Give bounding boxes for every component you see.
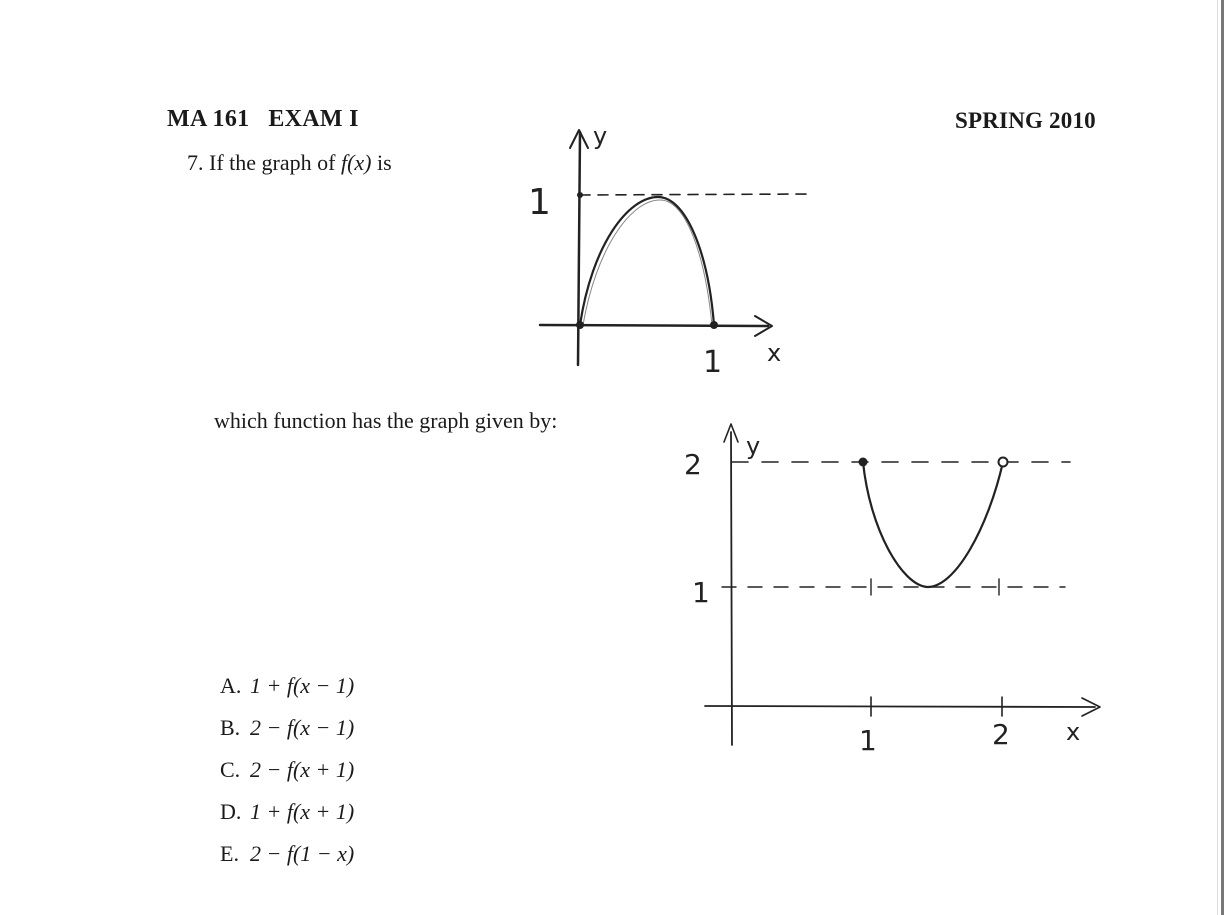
- question-function: f(x): [340, 150, 372, 175]
- graph-answer-tick-x-1: 1: [859, 724, 877, 757]
- graph-f-dashed-line: [580, 194, 810, 195]
- choice-expression: 2 − f(x + 1): [250, 757, 355, 782]
- choice-letter: D.: [220, 799, 242, 824]
- graph-f-y-label: y: [593, 122, 608, 150]
- choice-letter: B.: [220, 715, 241, 740]
- choice-expression: 2 − f(x − 1): [250, 715, 355, 740]
- graph-f-point-y1: [577, 192, 583, 198]
- graph-f-x-axis: [540, 325, 768, 326]
- choice-expression: 1 + f(x − 1): [250, 673, 355, 698]
- choice-expression: 2 − f(1 − x): [250, 841, 355, 866]
- graph-answer-y-axis: [731, 432, 732, 745]
- choice-b[interactable]: [220, 712, 354, 754]
- choice-a[interactable]: [220, 670, 354, 712]
- question-stem: [187, 150, 392, 176]
- graph-answer-tick-y-2: 2: [684, 448, 702, 481]
- graph-answer-curve: [863, 462, 1003, 587]
- graph-answer-tick-y-1: 1: [692, 576, 710, 609]
- choice-expression: 1 + f(x + 1): [250, 799, 355, 824]
- graph-answer-y-label: y: [746, 432, 761, 460]
- choice-letter: A.: [220, 673, 242, 698]
- choice-letter: E.: [220, 841, 239, 866]
- choice-c[interactable]: [220, 754, 354, 796]
- answer-choices: [220, 670, 354, 880]
- graph-answer-endpoint-left: [859, 458, 868, 467]
- course-title: MA 161 EXAM I: [167, 106, 359, 132]
- graph-f-y-axis: [578, 132, 580, 365]
- graph-f-tick-x: 1: [703, 345, 723, 380]
- graph-answer: [670, 410, 1110, 760]
- choice-d[interactable]: [220, 796, 354, 838]
- question-prompt: which function has the graph given by:: [214, 408, 558, 433]
- graph-answer-x-label: x: [1066, 718, 1081, 746]
- question-number: 7.: [187, 150, 204, 175]
- question-text: If the graph of: [209, 150, 336, 175]
- graph-f-curve: [580, 197, 714, 325]
- question-text-end: is: [376, 150, 392, 175]
- graph-answer-x-axis: [705, 706, 1095, 707]
- graph-answer-endpoint-right: [999, 458, 1008, 467]
- graph-f: [500, 110, 820, 380]
- graph-f-point-origin: [576, 321, 584, 329]
- graph-f-curve-trace: [583, 200, 712, 325]
- page-edge-line: [1217, 0, 1218, 915]
- choice-e[interactable]: [220, 838, 354, 880]
- exam-term: SPRING 2010: [955, 108, 1096, 133]
- graph-f-point-end: [710, 321, 718, 329]
- choice-letter: C.: [220, 757, 241, 782]
- graph-f-tick-y: 1: [528, 182, 551, 223]
- graph-answer-tick-x-2: 2: [992, 718, 1010, 751]
- graph-f-x-label: x: [767, 339, 782, 367]
